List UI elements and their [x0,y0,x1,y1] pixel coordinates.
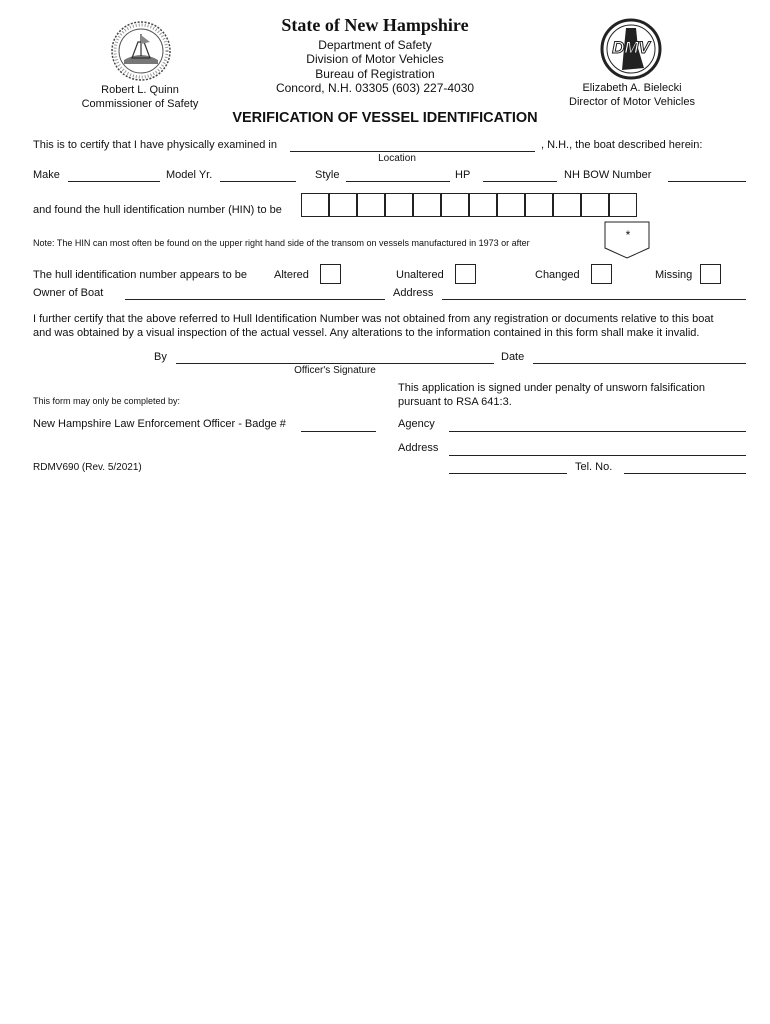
style-label: Style [315,169,340,181]
certify-prefix: This is to certify that I have physically examined in [33,139,277,151]
hin-callout [603,220,653,260]
location-label: Location [378,153,416,164]
dmv-logo-text: DMV [612,38,650,57]
changed-label: Changed [535,269,580,281]
commissioner-title: Commissioner of Safety [81,98,199,110]
penalty-line2: pursuant to RSA 641:3. [398,396,512,408]
unaltered-checkbox[interactable] [455,264,476,284]
owner-address-label: Address [393,287,434,299]
badge-input[interactable] [301,431,376,432]
nh-bow-input[interactable] [668,181,746,182]
hin-cell[interactable] [357,193,385,217]
hin-note: Note: The HIN can most often be found on the upper right hand side of the transom on vessels manufactured in 1973 or after [33,238,530,248]
hin-cell[interactable] [581,193,609,217]
agency-address-input[interactable] [449,455,746,456]
nh-bow-label: NH BOW Number [564,169,652,181]
department-line: Department of Safety [318,38,432,52]
penalty-line1: This application is signed under penalty of unsworn falsification [398,382,705,394]
agency-label: Agency [398,418,435,430]
hin-cell[interactable] [329,193,357,217]
model-yr-label: Model Yr. [166,169,213,181]
date-input[interactable] [533,363,746,364]
hp-input[interactable] [483,181,557,182]
director-name: Elizabeth A. Bielecki [582,82,682,94]
altered-label: Altered [274,269,309,281]
hin-cell[interactable] [525,193,553,217]
bureau-line: Bureau of Registration [315,67,435,81]
state-title: State of New Hampshire [281,15,469,35]
division-line: Division of Motor Vehicles [306,52,444,66]
hull-status-label: The hull identification number appears to be [33,269,248,281]
form-title: VERIFICATION OF VESSEL IDENTIFICATION [232,110,538,126]
model-yr-input[interactable] [220,181,296,182]
commissioner-name: Robert L. Quinn [101,84,179,96]
hin-label: and found the hull identification number (HIN) to be [33,204,282,216]
owner-address-input[interactable] [442,299,746,300]
nh-state-seal [110,20,172,82]
tel-label: Tel. No. [575,461,613,473]
address-line: Concord, N.H. 03305 (603) 227-4030 [275,81,475,95]
dmv-logo [600,18,662,80]
by-label: By [154,351,167,363]
agency-address-label: Address [398,442,439,454]
officer-signature-label: Officer's Signature [294,365,376,376]
hin-cell[interactable] [469,193,497,217]
hin-cell[interactable] [609,193,637,217]
agency-address-input-2[interactable] [449,473,567,474]
location-input[interactable] [290,151,535,152]
hin-cell[interactable] [553,193,581,217]
hin-cell[interactable] [441,193,469,217]
hin-asterisk: * [625,228,631,242]
further-certify-line2: and was obtained by a visual inspection of the actual vessel. Any alterations to the information contained in this form shall make it invalid. [33,327,700,339]
altered-checkbox[interactable] [320,264,341,284]
form-number: RDMV690 (Rev. 5/2021) [33,462,142,473]
further-certify-line1: I further certify that the above referred to Hull Identification Number was not obtained from any registration or documents relative to this boat [33,313,714,325]
changed-checkbox[interactable] [591,264,612,284]
date-label: Date [501,351,525,363]
agency-input[interactable] [449,431,746,432]
hin-cell[interactable] [301,193,329,217]
hin-cell[interactable] [385,193,413,217]
officer-signature-input[interactable] [176,363,494,364]
hin-cell[interactable] [413,193,441,217]
director-title: Director of Motor Vehicles [569,96,695,108]
missing-label: Missing [655,269,693,281]
unaltered-label: Unaltered [396,269,444,281]
certify-suffix: , N.H., the boat described herein: [541,139,703,151]
tel-input[interactable] [624,473,746,474]
hin-cell[interactable] [497,193,525,217]
hp-label: HP [455,169,471,181]
make-input[interactable] [68,181,160,182]
make-label: Make [33,169,60,181]
missing-checkbox[interactable] [700,264,721,284]
completed-by-label: This form may only be completed by: [33,396,181,406]
owner-label: Owner of Boat [33,287,104,299]
owner-input[interactable] [125,299,385,300]
style-input[interactable] [346,181,450,182]
officer-badge-label: New Hampshire Law Enforcement Officer - Badge # [33,418,286,430]
